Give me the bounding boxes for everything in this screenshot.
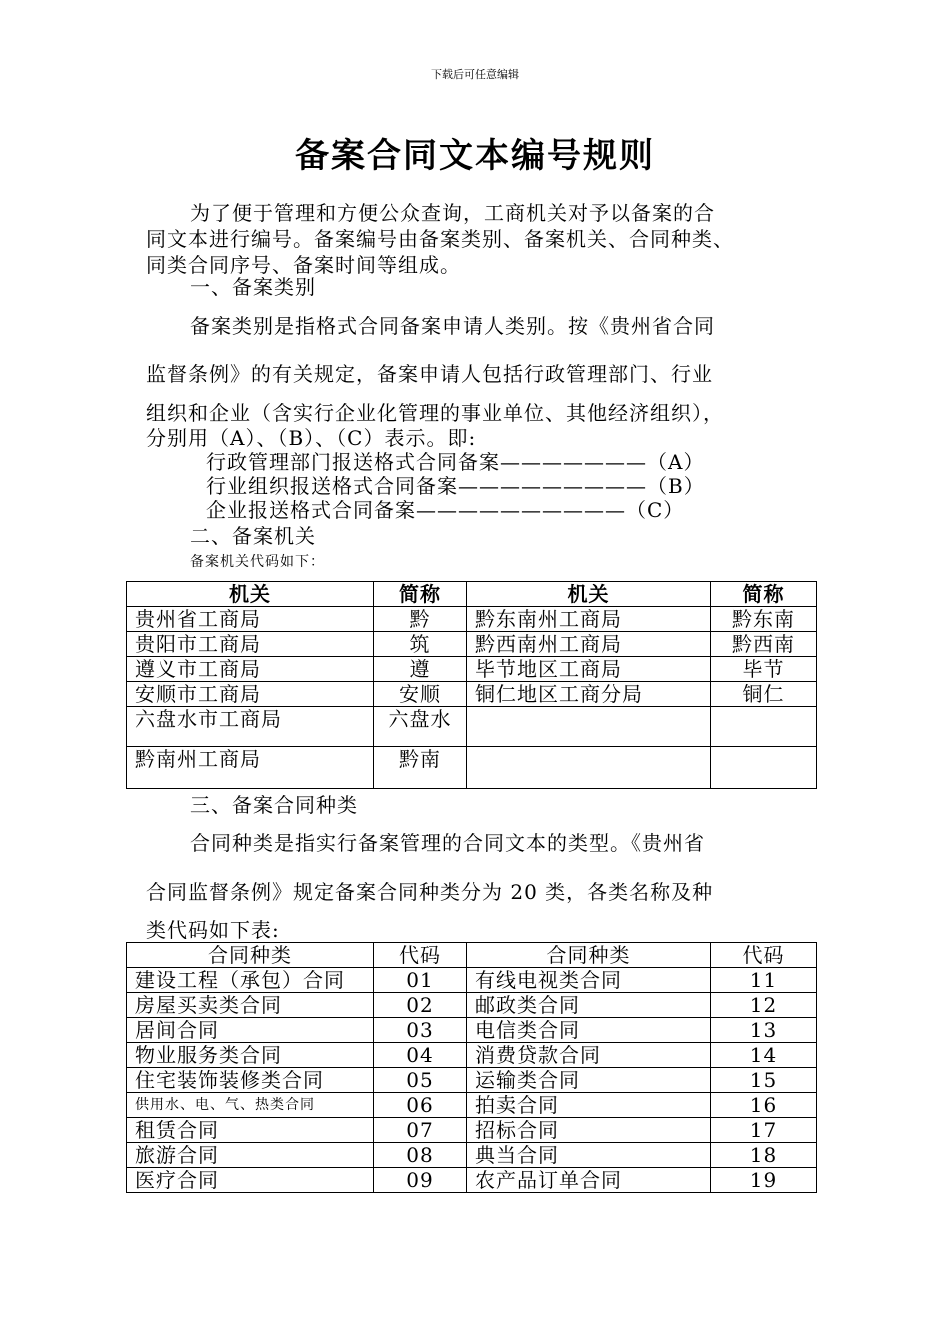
authority-table <box>126 581 817 789</box>
table-cell: 筑 <box>374 632 467 657</box>
table-cell: 消费贷款合同 <box>467 1043 711 1068</box>
category-item-c: 企业报送格式合同备案——————————（C） <box>206 498 685 522</box>
table-cell: 安顺市工商局 <box>127 682 374 707</box>
section1-para-1: 备案类别是指格式合同备案申请人类别。按《贵州省合同 <box>190 314 715 338</box>
table-cell <box>467 707 711 747</box>
table-header-row <box>127 582 817 607</box>
category-item-b: 行业组织报送格式合同备案—————————（B） <box>206 474 705 498</box>
table-cell: 05 <box>374 1068 467 1093</box>
table-row <box>127 1143 817 1168</box>
table-row <box>127 607 817 632</box>
table-cell: 08 <box>374 1143 467 1168</box>
table-row <box>127 968 817 993</box>
table-row <box>127 747 817 789</box>
table-row <box>127 1043 817 1068</box>
table-cell: 16 <box>711 1093 817 1118</box>
table-cell: 遵义市工商局 <box>127 657 374 682</box>
table-cell: 六盘水市工商局 <box>127 707 374 747</box>
table-cell: 17 <box>711 1118 817 1143</box>
table-cell: 邮政类合同 <box>467 993 711 1018</box>
table-row <box>127 657 817 682</box>
table-row <box>127 1018 817 1043</box>
table-cell: 07 <box>374 1118 467 1143</box>
table-header-row <box>127 943 817 968</box>
header-note: 下载后可任意编辑 <box>431 68 519 81</box>
category-item-a: 行政管理部门报送格式合同备案———————（A） <box>206 450 705 474</box>
contract-type-table <box>126 942 817 1193</box>
table-cell: 15 <box>711 1068 817 1093</box>
column-header: 合同种类 <box>127 943 374 968</box>
column-header: 合同种类 <box>467 943 711 968</box>
table-cell: 黔东南州工商局 <box>467 607 711 632</box>
column-header: 代码 <box>711 943 817 968</box>
column-header: 简称 <box>374 582 467 607</box>
table-cell: 02 <box>374 993 467 1018</box>
table-row <box>127 707 817 747</box>
table-cell: 14 <box>711 1043 817 1068</box>
table-cell: 铜仁地区工商分局 <box>467 682 711 707</box>
table-cell: 物业服务类合同 <box>127 1043 374 1068</box>
table-cell: 电信类合同 <box>467 1018 711 1043</box>
section1-heading: 一、备案类别 <box>190 275 316 299</box>
table-cell: 黔东南 <box>711 607 817 632</box>
section3-para-2: 合同监督条例》规定备案合同种类分为 20 类，各类名称及种 <box>146 880 714 904</box>
table-cell: 租赁合同 <box>127 1118 374 1143</box>
table-cell <box>467 747 711 789</box>
section1-para-4: 分别用（A）、（B）、（C）表示。即: <box>146 426 477 450</box>
table-row <box>127 632 817 657</box>
table-cell: 18 <box>711 1143 817 1168</box>
table-cell: 居间合同 <box>127 1018 374 1043</box>
table-cell: 房屋买卖类合同 <box>127 993 374 1018</box>
table-cell: 黔西南州工商局 <box>467 632 711 657</box>
table-cell: 12 <box>711 993 817 1018</box>
table-cell: 19 <box>711 1168 817 1193</box>
intro-line-2: 同文本进行编号。备案编号由备案类别、备案机关、合同种类、 <box>146 227 734 251</box>
table-cell: 六盘水 <box>374 707 467 747</box>
table-cell: 典当合同 <box>467 1143 711 1168</box>
table-cell: 铜仁 <box>711 682 817 707</box>
table-row <box>127 1068 817 1093</box>
table-cell: 住宅装饰装修类合同 <box>127 1068 374 1093</box>
table-cell: 06 <box>374 1093 467 1118</box>
table-cell: 招标合同 <box>467 1118 711 1143</box>
section3-para-1: 合同种类是指实行备案管理的合同文本的类型。《贵州省 <box>190 831 705 855</box>
table-row <box>127 993 817 1018</box>
section3-para-3: 类代码如下表: <box>146 918 280 942</box>
table-cell: 11 <box>711 968 817 993</box>
column-header: 机关 <box>127 582 374 607</box>
section1-para-3: 组织和企业（含实行企业化管理的事业单位、其他经济组织）， <box>146 401 724 425</box>
table-cell: 有线电视类合同 <box>467 968 711 993</box>
table-row <box>127 682 817 707</box>
document-title: 备案合同文本编号规则 <box>295 136 655 176</box>
table-cell: 供用水、电、气、热类合同 <box>127 1093 374 1118</box>
table-cell: 遵 <box>374 657 467 682</box>
table-cell: 农产品订单合同 <box>467 1168 711 1193</box>
table-row <box>127 1168 817 1193</box>
table-cell: 贵州省工商局 <box>127 607 374 632</box>
column-header: 机关 <box>467 582 711 607</box>
table-cell: 03 <box>374 1018 467 1043</box>
table-cell: 黔南 <box>374 747 467 789</box>
section2-heading: 二、备案机关 <box>190 524 316 548</box>
table-cell: 建设工程（承包）合同 <box>127 968 374 993</box>
table-cell: 医疗合同 <box>127 1168 374 1193</box>
table-cell <box>711 747 817 789</box>
table-cell: 贵阳市工商局 <box>127 632 374 657</box>
table-cell: 毕节地区工商局 <box>467 657 711 682</box>
table-cell: 运输类合同 <box>467 1068 711 1093</box>
column-header: 简称 <box>711 582 817 607</box>
table-cell: 毕节 <box>711 657 817 682</box>
table-cell: 拍卖合同 <box>467 1093 711 1118</box>
table-row <box>127 1093 817 1118</box>
table-cell: 01 <box>374 968 467 993</box>
table-cell: 旅游合同 <box>127 1143 374 1168</box>
table-cell: 黔西南 <box>711 632 817 657</box>
section2-subnote: 备案机关代码如下： <box>190 554 325 570</box>
column-header: 代码 <box>374 943 467 968</box>
table-cell <box>711 707 817 747</box>
table-cell: 黔南州工商局 <box>127 747 374 789</box>
table-cell: 黔 <box>374 607 467 632</box>
table-cell: 09 <box>374 1168 467 1193</box>
intro-line-1: 为了便于管理和方便公众查询，工商机关对予以备案的合 <box>190 201 715 225</box>
table-cell: 04 <box>374 1043 467 1068</box>
table-cell: 安顺 <box>374 682 467 707</box>
intro-line-3: 同类合同序号、备案时间等组成。 <box>146 253 461 277</box>
table-cell: 13 <box>711 1018 817 1043</box>
table-row <box>127 1118 817 1143</box>
section1-para-2: 监督条例》的有关规定，备案申请人包括行政管理部门、行业 <box>146 362 713 386</box>
section3-heading: 三、备案合同种类 <box>190 793 358 817</box>
